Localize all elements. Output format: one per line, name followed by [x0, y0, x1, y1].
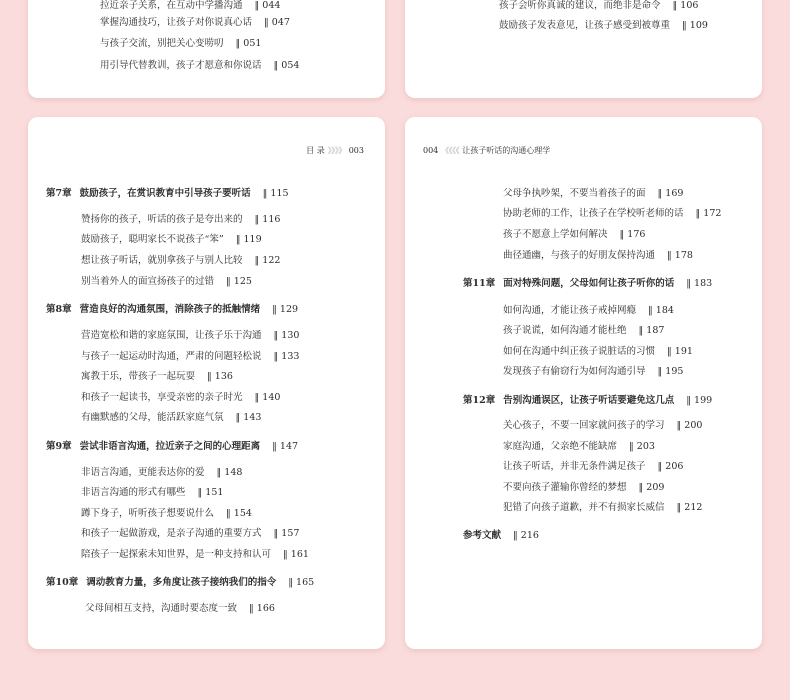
- chapter-title: 告别沟通误区，让孩子听话要避免这几点: [503, 395, 675, 406]
- toc-item-page: ‖ 161: [283, 549, 309, 560]
- toc-item: [81, 351, 299, 363]
- toc-item: [503, 366, 683, 378]
- toc-item-text: 掌握沟通技巧，让孩子对你说真心话: [100, 17, 253, 28]
- toc-item-page: ‖ 136: [207, 371, 233, 382]
- toc-item-page: ‖ 047: [264, 17, 290, 28]
- chapter-heading: [46, 577, 314, 589]
- chapter-number: 第7章: [46, 188, 72, 199]
- toc-item: [499, 0, 698, 12]
- chapter-page: ‖ 115: [262, 188, 289, 199]
- toc-item-page: ‖ 143: [235, 412, 262, 423]
- toc-item-page: ‖ 106: [672, 0, 699, 11]
- toc-item: [503, 325, 664, 337]
- chapter-title: 尝试非语言沟通，拉近亲子之间的心理距离: [79, 441, 261, 452]
- toc-item-text: 如何在沟通中纠正孩子说脏话的习惯: [503, 346, 656, 357]
- toc-item-text: 家庭沟通，父亲绝不能缺席: [503, 441, 618, 452]
- toc-item-page: ‖ 154: [226, 508, 252, 519]
- toc-item-text: 别当着外人的面宣扬孩子的过错: [81, 276, 215, 287]
- toc-item-text: 想让孩子听话，就别拿孩子与别人比较: [81, 255, 243, 266]
- toc-item-text: 用引导代替教训，孩子才愿意和你说话: [100, 60, 262, 71]
- toc-item-page: ‖ 122: [254, 255, 281, 266]
- toc-item-page: ‖ 116: [254, 214, 281, 225]
- toc-item: [503, 250, 693, 262]
- toc-item-text: 协助老师的工作，让孩子在学校听老师的话: [503, 208, 684, 219]
- toc-item: [85, 603, 275, 615]
- toc-item-page: ‖ 044: [254, 0, 281, 11]
- references-entry: [463, 530, 539, 542]
- toc-item: [81, 330, 299, 342]
- toc-item: [81, 467, 242, 479]
- toc-item: [81, 412, 261, 424]
- chapter-number: 第11章: [463, 278, 496, 289]
- toc-item-text: 孩子不愿意上学如何解决: [503, 229, 608, 240]
- toc-item: [503, 482, 664, 494]
- toc-item-page: ‖ 054: [273, 60, 300, 71]
- toc-item-text: 父母争执吵架，不要当着孩子的面: [503, 188, 646, 199]
- chapter-heading: [46, 188, 289, 200]
- toc-item-text: 蹲下身子，听听孩子想要说什么: [81, 508, 215, 519]
- toc-item-text: 非语言沟通，更能表达你的爱: [81, 467, 205, 478]
- toc-item-page: ‖ 206: [657, 461, 684, 472]
- toc-item: [81, 487, 223, 499]
- header-page-number: 003: [348, 146, 364, 155]
- references-title: 参考文献: [463, 530, 502, 541]
- toc-item-page: ‖ 191: [667, 346, 693, 357]
- toc-item-page: ‖ 203: [629, 441, 655, 452]
- toc-item: [81, 214, 280, 226]
- toc-item-page: ‖ 195: [657, 366, 684, 377]
- chapter-heading: [463, 395, 712, 407]
- toc-item-page: ‖ 109: [682, 20, 708, 31]
- toc-item-text: 寓教于乐，带孩子一起玩耍: [81, 371, 196, 382]
- toc-card-top-left: [28, 0, 385, 98]
- toc-item: [503, 441, 655, 453]
- toc-item-text: 孩子会听你真诚的建议，而绝非是命令: [499, 0, 661, 11]
- toc-item-text: 鼓励孩子，聪明家长不说孩子“笨”: [81, 234, 224, 245]
- toc-item-text: 发现孩子有偷窃行为如何沟通引导: [503, 366, 646, 377]
- toc-item-text: 拉近亲子关系，在互动中学播沟通: [100, 0, 243, 11]
- toc-item-page: ‖ 200: [676, 420, 703, 431]
- toc-item-text: 曲径通幽，与孩子的好朋友保持沟通: [503, 250, 656, 261]
- toc-item: [503, 208, 721, 220]
- toc-card-top-right: [405, 0, 762, 98]
- toc-item-page: ‖ 125: [226, 276, 252, 287]
- toc-item-page: ‖ 166: [249, 603, 275, 614]
- toc-item: [81, 255, 280, 267]
- toc-item-text: 如何沟通，才能让孩子戒掉网瘾: [503, 305, 637, 316]
- toc-item-text: 赞扬你的孩子，听话的孩子是夸出来的: [81, 214, 243, 225]
- references-page: ‖ 216: [513, 530, 539, 541]
- chapter-number: 第12章: [463, 395, 496, 406]
- toc-item: [100, 17, 290, 29]
- chapter-number: 第8章: [46, 304, 72, 315]
- toc-item-text: 犯错了向孩子道歉，并不有损家长威信: [503, 502, 665, 513]
- toc-item-text: 与孩子交流，别把关心变唠叨: [100, 38, 224, 49]
- toc-item-text: 父母间相互支持，沟通时要态度一致: [85, 603, 238, 614]
- toc-item-page: ‖ 119: [235, 234, 262, 245]
- toc-item: [81, 549, 309, 561]
- toc-item-text: 让孩子听话，并非无条件满足孩子: [503, 461, 646, 472]
- toc-item-text: 陪孩子一起探索未知世界，是一种支持和认可: [81, 549, 272, 560]
- toc-item-page: ‖ 209: [638, 482, 665, 493]
- toc-item-text: 非语言沟通的形式有哪些: [81, 487, 186, 498]
- toc-item-page: ‖ 148: [216, 467, 243, 478]
- toc-item-text: 与孩子一起运动时沟通，严肃的问题轻松说: [81, 351, 262, 362]
- running-header: [306, 146, 364, 156]
- chapter-page: ‖ 183: [686, 278, 713, 289]
- toc-item-page: ‖ 157: [273, 528, 300, 539]
- running-header: [423, 146, 550, 156]
- toc-item: [81, 392, 280, 404]
- chapter-title: 鼓励孩子，在赏识教育中引导孩子要听话: [79, 188, 251, 199]
- toc-item: [499, 20, 708, 32]
- toc-item-page: ‖ 212: [676, 502, 703, 513]
- toc-item: [100, 60, 299, 72]
- chapter-page: ‖ 147: [272, 441, 299, 452]
- toc-item-page: ‖ 178: [667, 250, 693, 261]
- toc-item: [503, 502, 702, 514]
- toc-item-page: ‖ 151: [197, 487, 224, 498]
- toc-item-text: 有幽默感的父母，能活跃家庭气氛: [81, 412, 224, 423]
- header-label: 让孩子听话的沟通心理学: [462, 146, 551, 155]
- toc-item: [503, 461, 683, 473]
- toc-page-004: [405, 117, 762, 649]
- chapter-page: ‖ 165: [288, 577, 315, 588]
- chapter-page: ‖ 129: [272, 304, 299, 315]
- toc-item: [503, 305, 674, 317]
- toc-item: [81, 276, 252, 288]
- toc-item-text: 营造宽松和谐的家庭氛围，让孩子乐于沟通: [81, 330, 262, 341]
- chapter-heading: [46, 304, 298, 316]
- chapter-number: 第10章: [46, 577, 79, 588]
- toc-item: [503, 346, 693, 358]
- toc-item-page: ‖ 051: [235, 38, 262, 49]
- header-arrows: 》》》》: [327, 146, 346, 155]
- chapter-number: 第9章: [46, 441, 72, 452]
- toc-item: [81, 508, 252, 520]
- toc-item: [503, 229, 645, 241]
- toc-item-page: ‖ 184: [648, 305, 674, 316]
- chapter-title: 面对特殊问题，父母如何让孩子听你的话: [503, 278, 675, 289]
- toc-item-text: 关心孩子，不要一回家就问孩子的学习: [503, 420, 665, 431]
- header-label: 目 录: [306, 146, 325, 155]
- toc-item: [81, 371, 233, 383]
- toc-item-text: 不要向孩子灌输你曾经的梦想: [503, 482, 627, 493]
- toc-item: [100, 38, 261, 50]
- toc-item-text: 和孩子一起读书，享受亲密的亲子时光: [81, 392, 243, 403]
- toc-item-text: 孩子说谎，如何沟通才能杜绝: [503, 325, 627, 336]
- toc-item-page: ‖ 169: [657, 188, 684, 199]
- toc-item-page: ‖ 187: [638, 325, 665, 336]
- toc-item: [503, 420, 702, 432]
- chapter-heading: [46, 441, 298, 453]
- chapter-title: 调动教育力量，多角度让孩子接纳我们的指令: [86, 577, 277, 588]
- toc-item-page: ‖ 140: [254, 392, 281, 403]
- toc-item: [81, 528, 299, 540]
- chapter-page: ‖ 199: [686, 395, 713, 406]
- toc-item: [503, 188, 683, 200]
- toc-item-text: 和孩子一起做游戏，是亲子沟通的重要方式: [81, 528, 262, 539]
- toc-item-page: ‖ 176: [619, 229, 646, 240]
- toc-item-page: ‖ 172: [695, 208, 722, 219]
- toc-item-page: ‖ 133: [273, 351, 300, 362]
- header-page-number: 004: [423, 146, 439, 155]
- toc-page-003: [28, 117, 385, 649]
- toc-item-page: ‖ 130: [273, 330, 300, 341]
- header-arrows: 《《《《: [441, 146, 460, 155]
- chapter-heading: [463, 278, 712, 290]
- toc-item-text: 鼓励孩子发表意见，让孩子感受到被尊重: [499, 20, 671, 31]
- toc-item: [100, 0, 280, 12]
- chapter-title: 营造良好的沟通氛围，消除孩子的抵触情绪: [79, 304, 261, 315]
- toc-item: [81, 234, 262, 246]
